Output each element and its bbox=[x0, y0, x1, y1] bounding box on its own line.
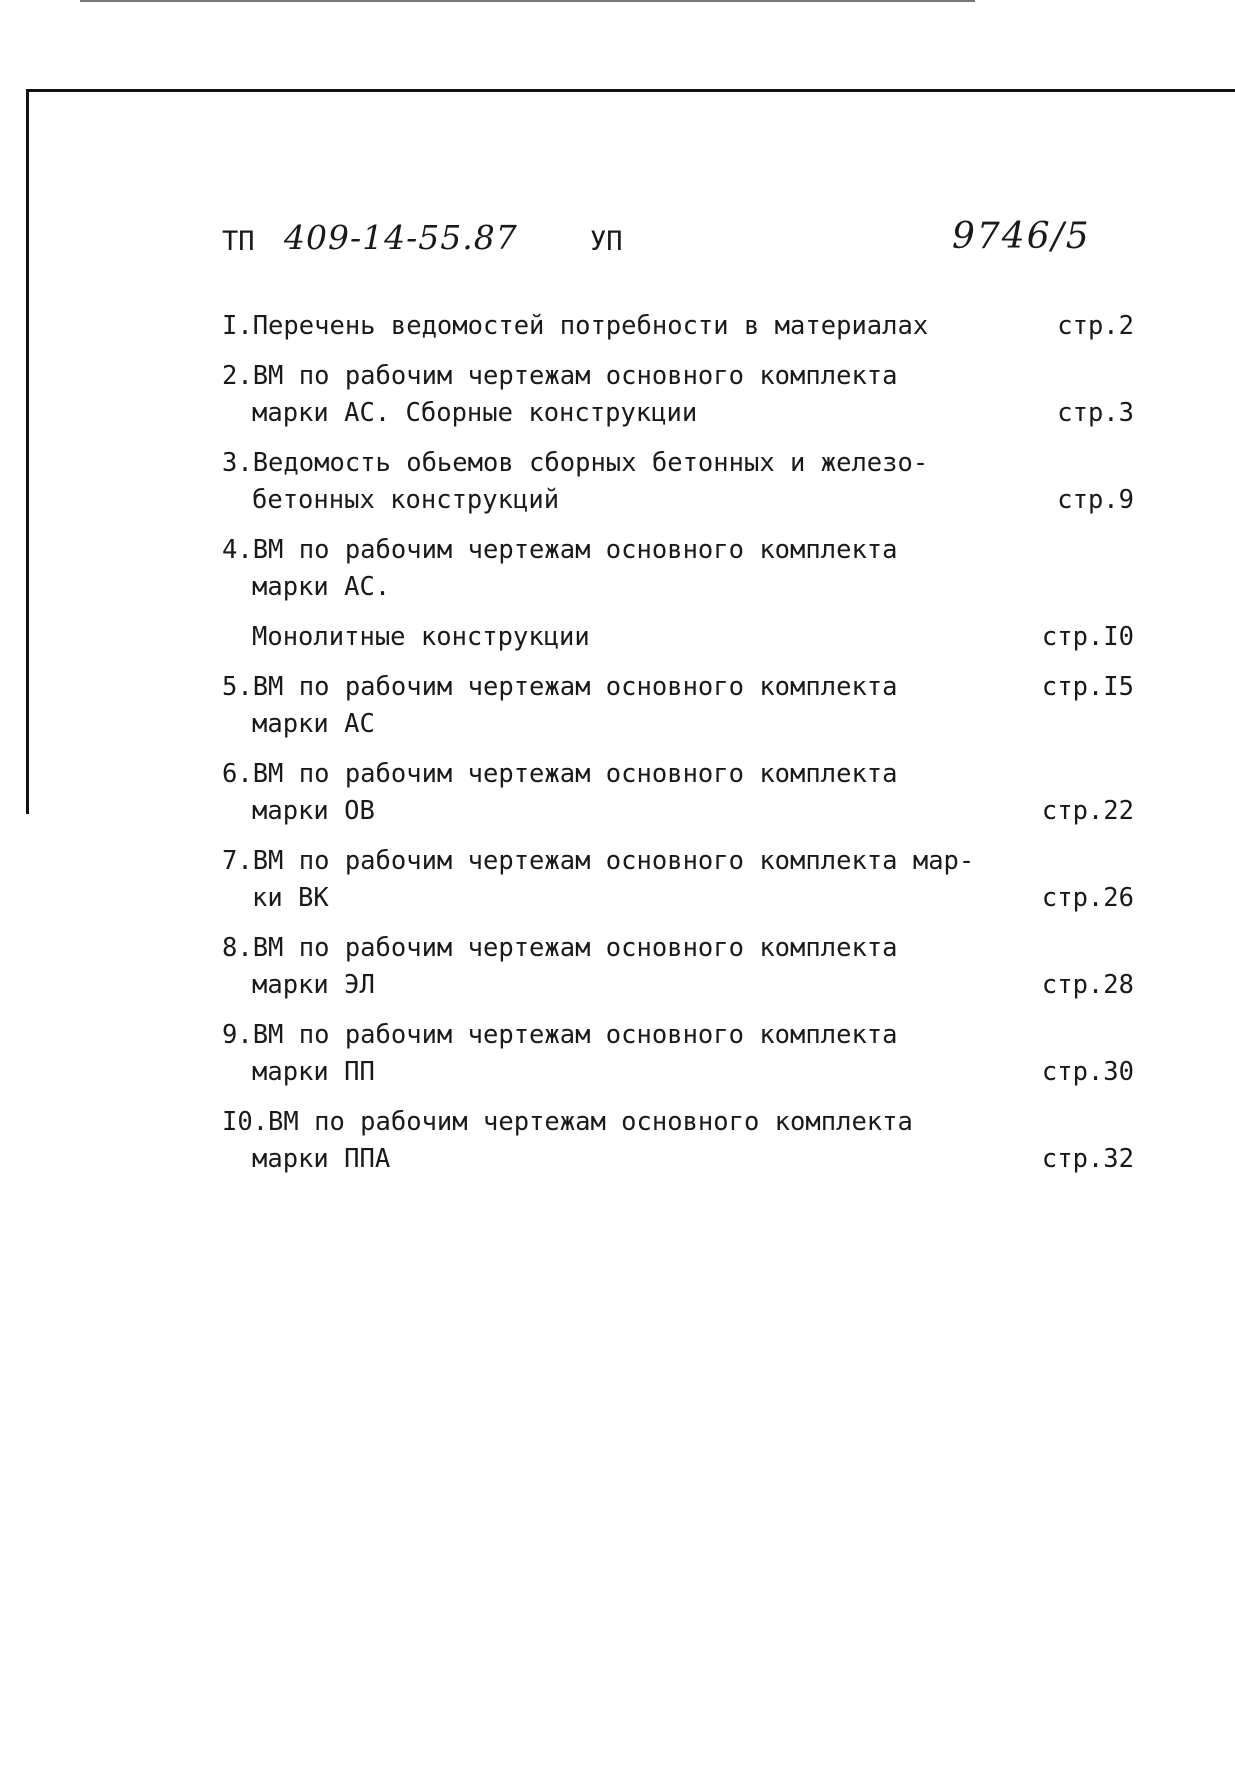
toc-entry-text: марки ЭЛ bbox=[252, 970, 375, 1000]
series-label: ТП bbox=[222, 226, 255, 257]
section-label: УП bbox=[590, 226, 623, 257]
toc-entry-text: 5.ВМ по рабочим чертежам основного комплекта bbox=[222, 672, 898, 702]
toc-entry-page: стр.26 bbox=[1041, 883, 1134, 913]
top-rule bbox=[80, 0, 975, 2]
toc-entry bbox=[222, 756, 1142, 830]
toc-entry bbox=[222, 308, 1142, 345]
table-of-contents bbox=[222, 308, 1142, 1191]
project-code: 409-14-55.87 bbox=[284, 218, 518, 257]
toc-entry-text: Монолитные конструкции bbox=[252, 622, 590, 652]
toc-entry-page: стр.I0 bbox=[1041, 622, 1134, 652]
toc-entry-text: 2.ВМ по рабочим чертежам основного комплекта bbox=[222, 361, 898, 391]
toc-entry bbox=[222, 1017, 1142, 1091]
toc-entry-text: 4.ВМ по рабочим чертежам основного комплекта bbox=[222, 535, 898, 565]
toc-entry-text: 7.ВМ по рабочим чертежам основного комплекта мар- bbox=[222, 846, 975, 876]
toc-entry-text: марки ПП bbox=[252, 1057, 375, 1087]
toc-entry-page: стр.9 bbox=[1057, 485, 1134, 515]
toc-entry-page: стр.2 bbox=[1057, 311, 1134, 341]
toc-entry-page: стр.3 bbox=[1057, 398, 1134, 428]
toc-entry bbox=[222, 532, 1142, 606]
toc-entry-text: марки ОВ bbox=[252, 796, 375, 826]
toc-entry-text: марки АС. Сборные конструкции bbox=[252, 398, 698, 428]
frame-border-top bbox=[26, 89, 1235, 92]
toc-entry bbox=[222, 1104, 1142, 1178]
toc-entry-page: стр.28 bbox=[1041, 970, 1134, 1000]
toc-entry-page: стр.22 bbox=[1041, 796, 1134, 826]
toc-entry-page: стр.32 bbox=[1041, 1144, 1134, 1174]
toc-entry-text: 3.Ведомость обьемов сборных бетонных и железо- bbox=[222, 448, 929, 478]
toc-entry-text: марки АС bbox=[252, 709, 375, 739]
toc-entry-text: бетонных конструкций bbox=[252, 485, 560, 515]
toc-entry bbox=[222, 358, 1142, 432]
toc-entry bbox=[222, 619, 1142, 656]
inventory-number: 9746/5 bbox=[952, 216, 1091, 257]
toc-entry-text: ки ВК bbox=[252, 883, 329, 913]
toc-entry-text: 6.ВМ по рабочим чертежам основного комплекта bbox=[222, 759, 898, 789]
toc-entry bbox=[222, 669, 1142, 743]
document-header bbox=[222, 218, 1235, 268]
toc-entry-text: I.Перечень ведомостей потребности в материалах bbox=[222, 311, 929, 341]
frame-border-left bbox=[26, 89, 29, 814]
toc-entry bbox=[222, 930, 1142, 1004]
toc-entry bbox=[222, 843, 1142, 917]
toc-entry-text: 9.ВМ по рабочим чертежам основного комплекта bbox=[222, 1020, 898, 1050]
toc-entry-text: марки ППА bbox=[252, 1144, 391, 1174]
toc-entry-page: стр.30 bbox=[1041, 1057, 1134, 1087]
toc-entry-page: стр.I5 bbox=[1041, 672, 1134, 702]
toc-entry bbox=[222, 445, 1142, 519]
toc-entry-text: марки АС. bbox=[252, 572, 391, 602]
toc-entry-text: 8.ВМ по рабочим чертежам основного комплекта bbox=[222, 933, 898, 963]
toc-entry-text: I0.ВМ по рабочим чертежам основного комплекта bbox=[222, 1107, 913, 1137]
